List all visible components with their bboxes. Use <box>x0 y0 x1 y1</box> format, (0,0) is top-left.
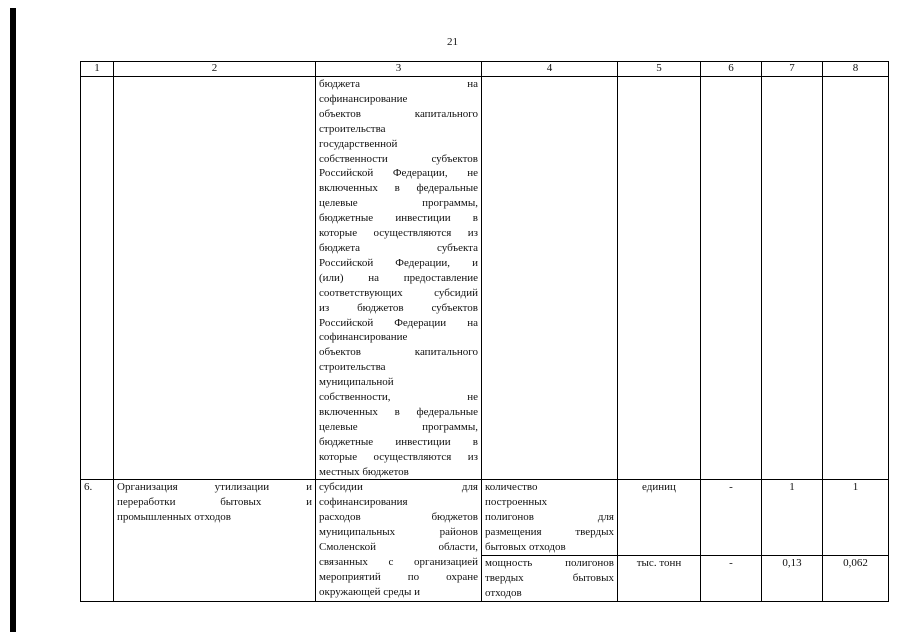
text-line: количество <box>485 481 538 494</box>
text-line: которые осуществляются из <box>319 450 478 463</box>
table-cell <box>823 77 889 480</box>
column-header: 6 <box>701 62 762 77</box>
table-cell <box>701 77 762 480</box>
text-line: строительства <box>319 122 386 135</box>
column-header: 7 <box>762 62 823 77</box>
text-line: построенных <box>485 496 548 509</box>
column-header: 8 <box>823 62 889 77</box>
text-line: Российской Федерации, и <box>319 256 478 269</box>
text-line: бюджетные инвестиции в <box>319 212 478 225</box>
table-cell <box>618 77 701 480</box>
funding-source-continuation <box>316 77 482 480</box>
text-line: полигонов для <box>485 511 614 524</box>
text-line: окружающей среды и <box>319 585 420 598</box>
text-line: соответствующих субсидий <box>319 286 478 299</box>
funding-source <box>316 480 482 601</box>
text-line: софинансирование <box>319 92 408 105</box>
table-cell <box>81 77 114 480</box>
table-cell <box>482 77 618 480</box>
text-line: собственности субъектов <box>319 152 478 165</box>
column-header: 2 <box>114 62 316 77</box>
text-line: включенных в федеральные <box>319 182 478 195</box>
indicator-value-col6: - <box>701 480 762 556</box>
text-line: объектов капитального <box>319 346 478 359</box>
column-header: 5 <box>618 62 701 77</box>
text-line: которые осуществляются из <box>319 227 478 240</box>
indicator-name <box>482 556 618 602</box>
text-line: переработки бытовых и <box>117 496 312 509</box>
table-cell <box>762 77 823 480</box>
text-line: софинансирование <box>319 331 408 344</box>
text-line: Организация утилизации и <box>117 481 312 494</box>
text-line: промышленных отходов <box>117 511 232 524</box>
text-line: Российской Федерации, не <box>319 167 478 180</box>
text-line: муниципальных районов <box>319 526 478 539</box>
text-line: объектов капитального <box>319 107 478 120</box>
text-line: Российской Федерации на <box>319 316 478 329</box>
text-line: государственной <box>319 137 398 150</box>
text-line: размещения твердых <box>485 526 614 539</box>
text-line: целевые программы, <box>319 197 478 210</box>
indicator-unit: тыс. тонн <box>618 556 701 602</box>
text-line: (или) на предоставление <box>319 271 478 284</box>
text-line: бытовых отходов <box>485 541 566 554</box>
indicator-value-col6: - <box>701 556 762 602</box>
document-table <box>80 61 889 602</box>
text-line: Смоленской области, <box>319 541 478 554</box>
text-line: собственности, не <box>319 391 478 404</box>
column-header: 1 <box>81 62 114 77</box>
text-line: мероприятий по охране <box>319 570 478 583</box>
table-cell <box>114 77 316 480</box>
indicator-value-col8: 1 <box>823 480 889 556</box>
indicator-unit: единиц <box>618 480 701 556</box>
text-line: строительства <box>319 361 386 374</box>
column-header: 4 <box>482 62 618 77</box>
indicator-name <box>482 480 618 556</box>
table-row <box>81 480 889 556</box>
header-row <box>81 62 889 77</box>
text-line: отходов <box>485 586 522 599</box>
scan-edge-bar <box>10 8 16 632</box>
continuation-row <box>81 77 889 480</box>
text-line: мощность полигонов <box>485 557 614 569</box>
text-line: из бюджетов субъектов <box>319 301 478 314</box>
text-line: бюджета субъекта <box>319 241 478 254</box>
text-line: бюджета на <box>319 78 478 90</box>
text-line: целевые программы, <box>319 420 478 433</box>
text-line: включенных в федеральные <box>319 405 478 418</box>
text-line: твердых бытовых <box>485 571 614 584</box>
text-line: связанных с организацией <box>319 556 478 568</box>
text-line: субсидии для <box>319 481 478 494</box>
measure-name <box>114 480 316 601</box>
text-line: бюджетные инвестиции в <box>319 435 478 448</box>
text-line: расходов бюджетов <box>319 511 478 524</box>
page-number: 21 <box>447 36 458 48</box>
text-line: местных бюджетов <box>319 465 409 478</box>
column-header: 3 <box>316 62 482 77</box>
indicator-value-col8: 0,062 <box>823 556 889 602</box>
text-line: софинансирования <box>319 496 408 509</box>
indicator-value-col7: 1 <box>762 480 823 556</box>
text-line: муниципальной <box>319 376 394 389</box>
row-number: 6. <box>81 480 114 601</box>
indicator-value-col7: 0,13 <box>762 556 823 602</box>
